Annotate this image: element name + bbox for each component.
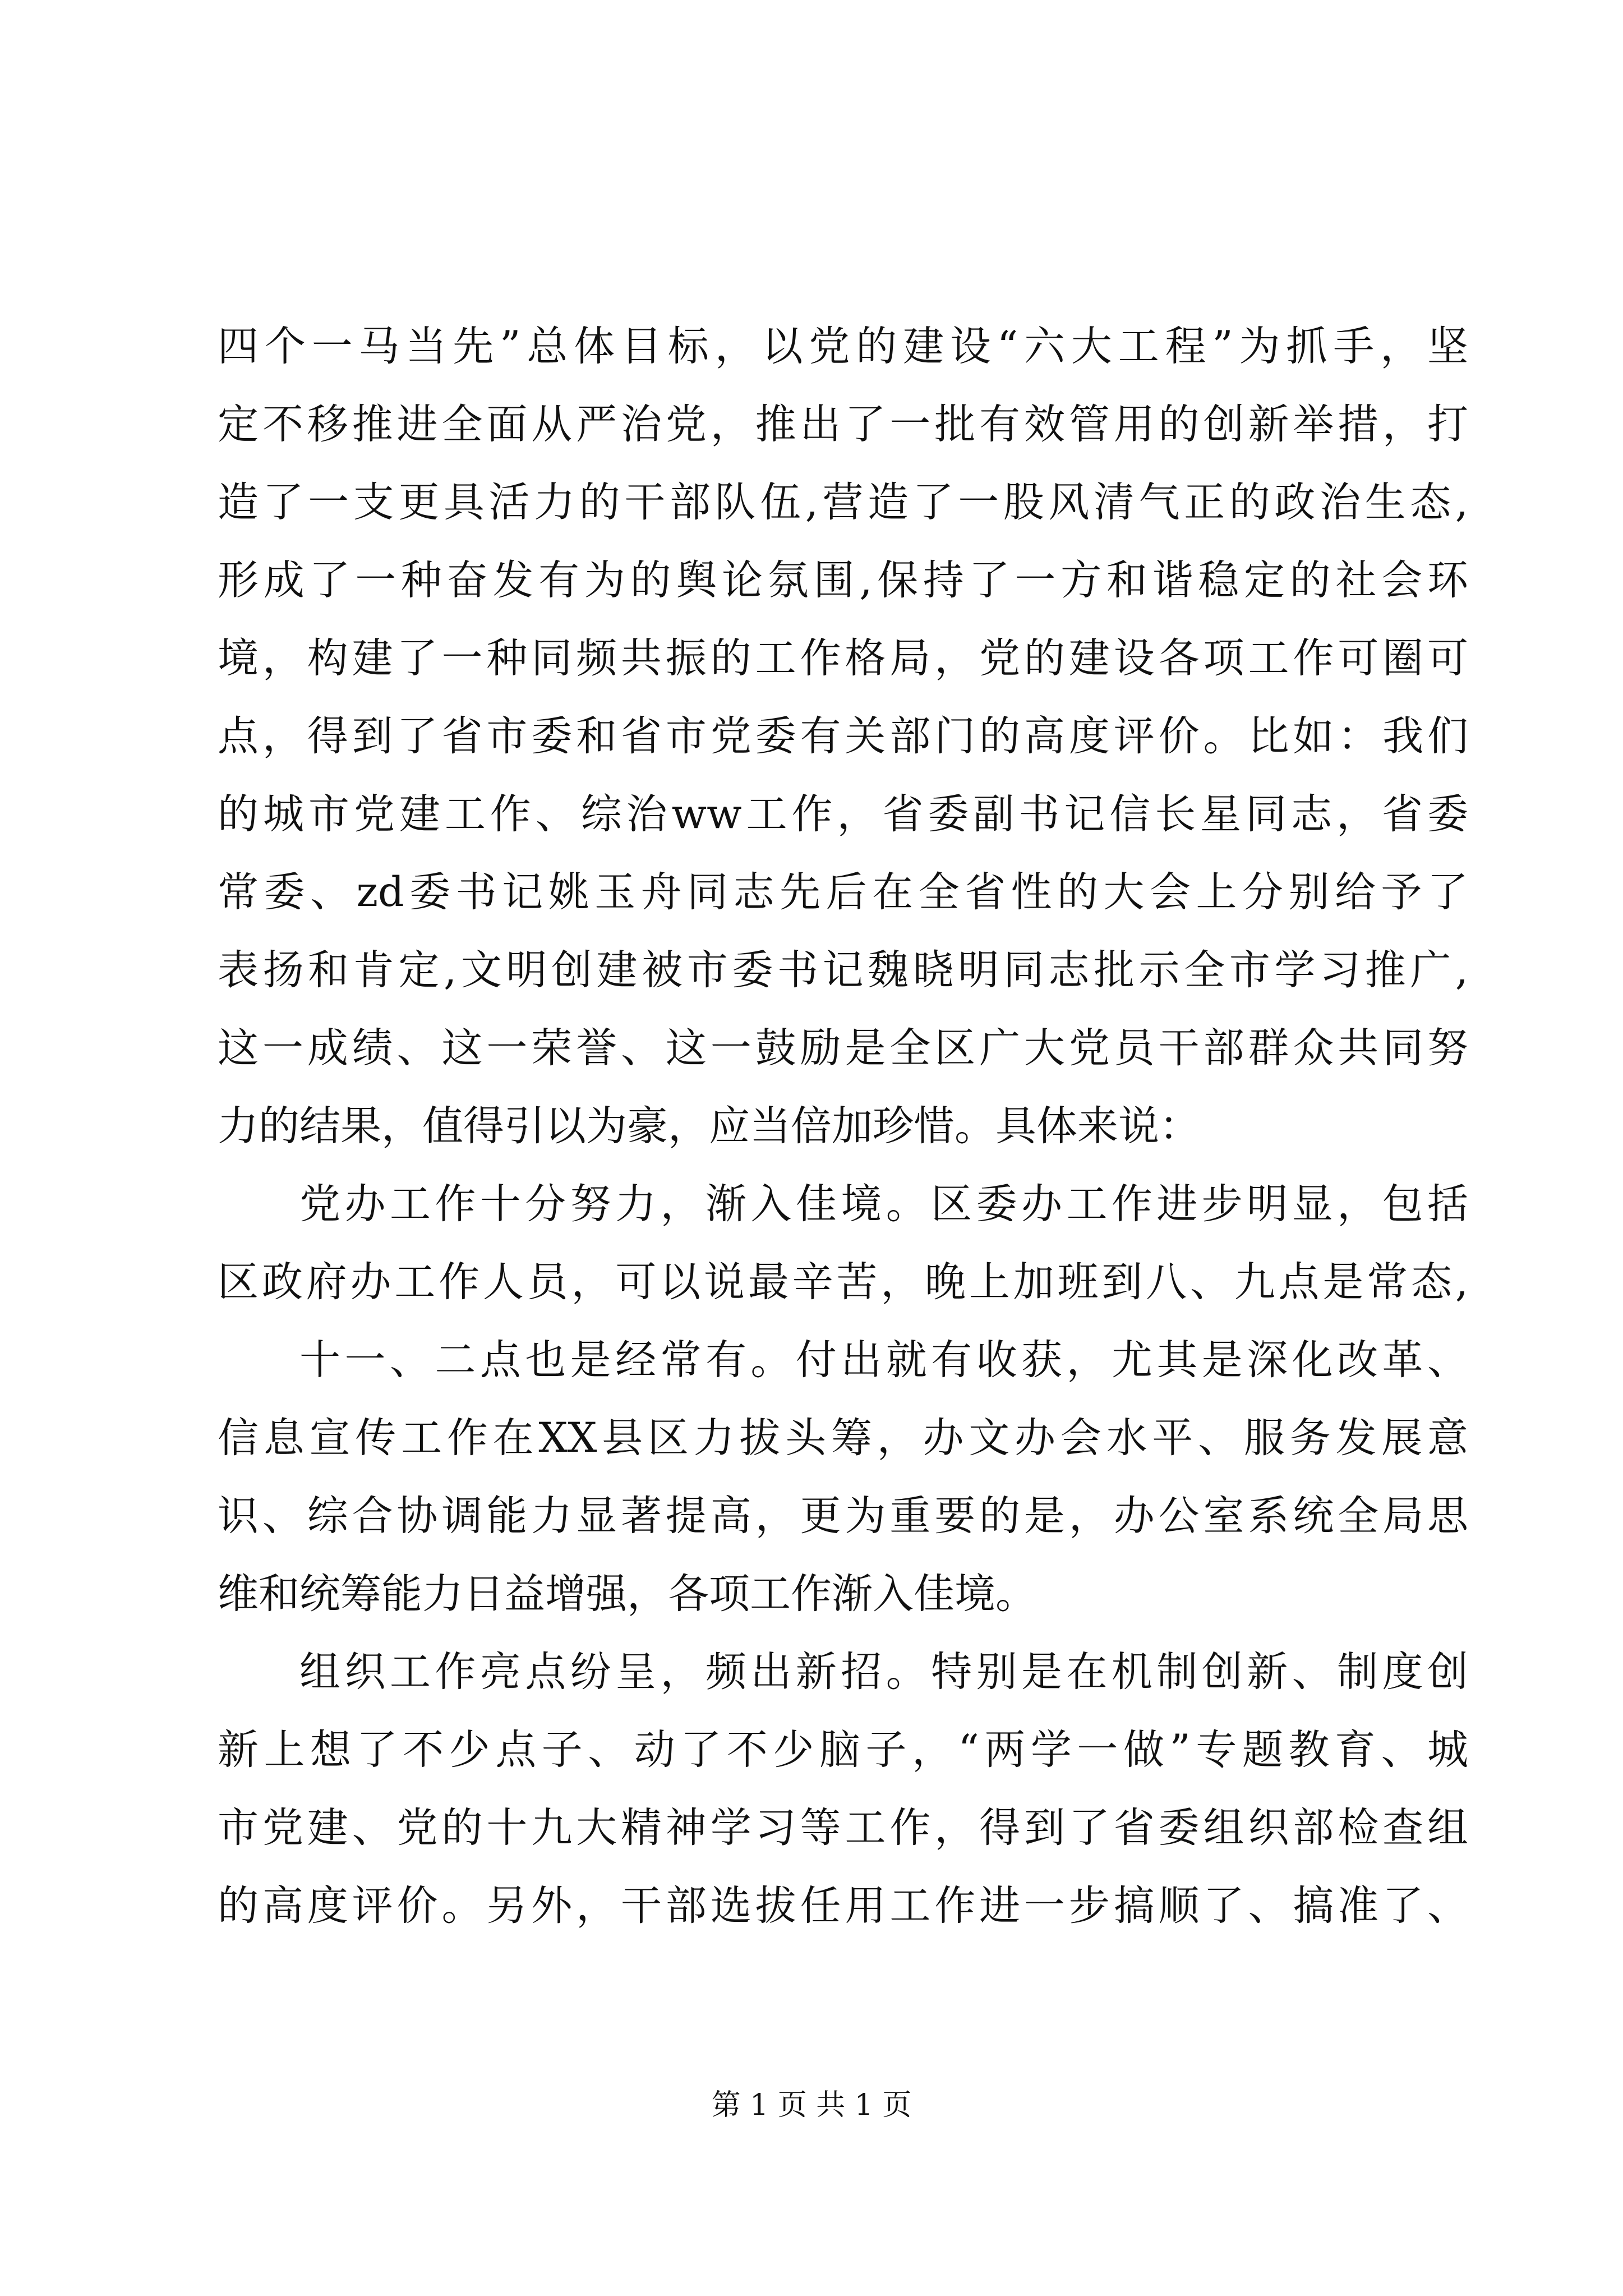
text-line: 新上想了不少点子、动了不少脑子，“两学一做”专题教育、城 (218, 1726, 1468, 1774)
text-line: 点，得到了省市委和省市党委有关部门的高度评价。比如：我们 (218, 712, 1468, 760)
text-line: 表扬和肯定,文明创建被市委书记魏晓明同志批示全市学习推广, (218, 946, 1468, 994)
text-line: 区政府办工作人员，可以说最辛苦，晚上加班到八、九点是常态, (218, 1258, 1468, 1306)
text-line: 信息宣传工作在XX县区力拔头筹，办文办会水平、服务发展意 (218, 1414, 1468, 1462)
text-line: 的高度评价。另外，干部选拔任用工作进一步搞顺了、搞准了、 (218, 1882, 1468, 1930)
text-line: 识、综合协调能力显著提高，更为重要的是，办公室系统全局思 (218, 1492, 1468, 1540)
text-line: 造了一支更具活力的干部队伍,营造了一股风清气正的政治生态, (218, 478, 1468, 526)
text-line: 力的结果，值得引以为豪，应当倍加珍惜。具体来说： (218, 1102, 1200, 1150)
text-line: 维和统筹能力日益增强，各项工作渐入佳境。 (218, 1570, 1036, 1618)
page-footer (0, 2086, 1623, 2125)
text-line: 境，构建了一种同频共振的工作格局，党的建设各项工作可圈可 (218, 634, 1468, 682)
text-line: 这一成绩、这一荣誉、这一鼓励是全区广大党员干部群众共同努 (218, 1024, 1468, 1072)
paragraph-first-line: 组织工作亮点纷呈，频出新招。特别是在机制创新、制度创 (299, 1648, 1468, 1696)
text-line: 常委、zd委书记姚玉舟同志先后在全省性的大会上分别给予了 (218, 868, 1468, 916)
text-line: 市党建、党的十九大精神学习等工作，得到了省委组织部检查组 (218, 1804, 1468, 1852)
text-line: 形成了一种奋发有为的舆论氛围,保持了一方和谐稳定的社会环 (218, 556, 1468, 604)
page-number: 第 1 页 共 1 页 (711, 2088, 912, 2122)
text-line: 定不移推进全面从严治党，推出了一批有效管用的创新举措，打 (218, 401, 1468, 448)
text-line: 四个一马当先”总体目标，以党的建设“六大工程”为抓手，坚 (218, 323, 1468, 370)
paragraph-first-line: 党办工作十分努力，渐入佳境。区委办工作进步明显，包括 (299, 1180, 1468, 1228)
body-text (218, 307, 1468, 1945)
text-line: 的城市党建工作、综治ww工作，省委副书记信长星同志，省委 (218, 790, 1468, 838)
paragraph-first-line: 十一、二点也是经常有。付出就有收获，尤其是深化改革、 (299, 1336, 1468, 1384)
